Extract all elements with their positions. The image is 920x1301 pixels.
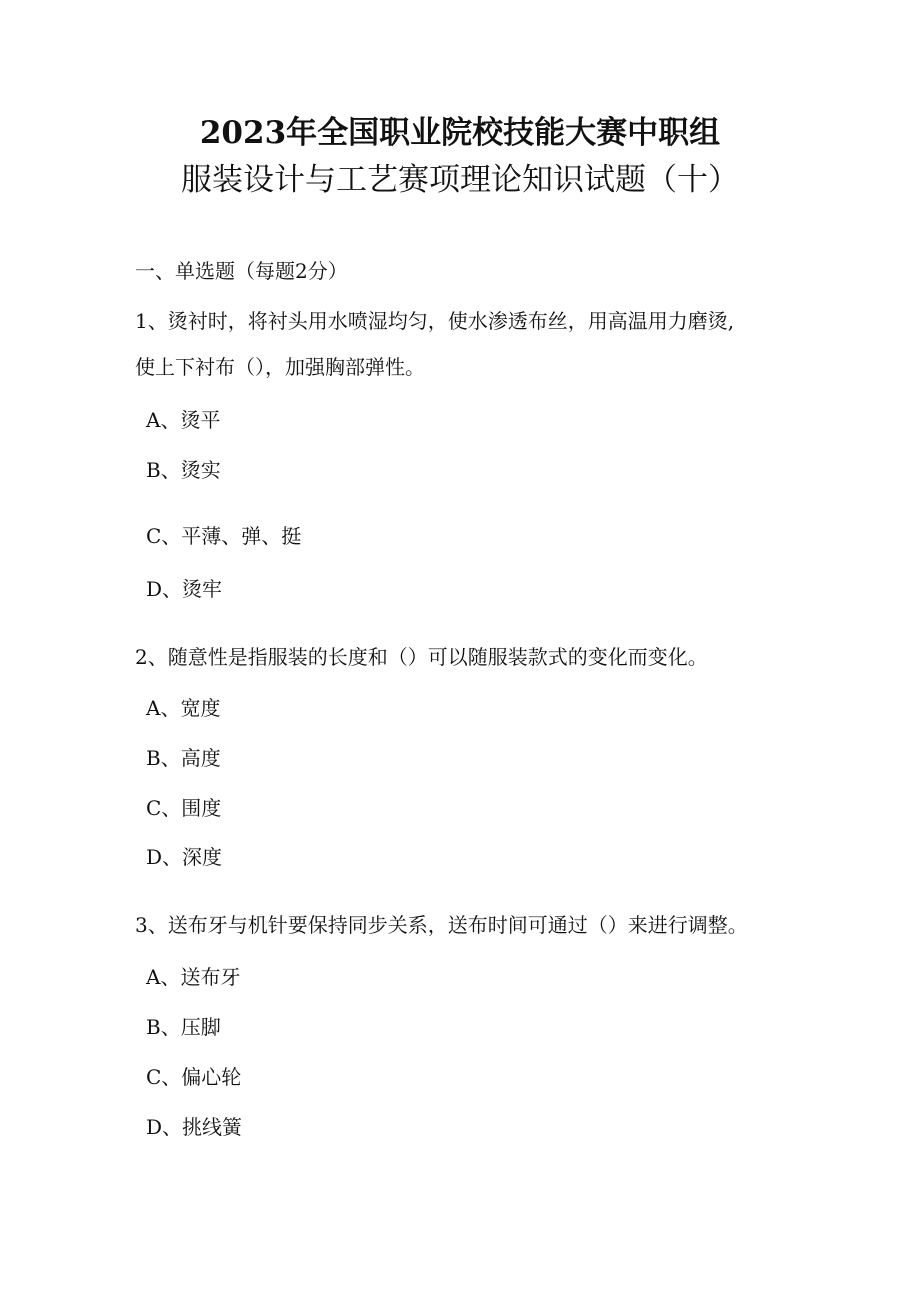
question-1-text-line-2: 使上下衬布（），加强胸部弹性。 — [135, 355, 425, 379]
question-1-option-a: A、烫平 — [146, 408, 221, 432]
question-2-option-a: A、宽度 — [146, 696, 221, 720]
question-3-option-c: C、偏心轮 — [146, 1065, 242, 1089]
question-1-text-line-1: 1、烫衬时，将衬头用水喷湿均匀，使水渗透布丝，用高温用力磨烫, — [135, 309, 735, 333]
title-line-1: 2023年全国职业院校技能大赛中职组 — [199, 115, 721, 151]
question-2-option-c: C、围度 — [146, 796, 222, 820]
question-3-text: 3、送布牙与机针要保持同步关系，送布时间可通过（）来进行调整。 — [135, 913, 748, 937]
question-2-option-b: B、高度 — [146, 746, 221, 770]
question-1-option-d: D、烫牢 — [146, 577, 223, 601]
question-2-text: 2、随意性是指服装的长度和（）可以随服装款式的变化而变化。 — [135, 645, 708, 669]
section-heading: 一、单选题（每题2分） — [135, 259, 348, 283]
question-1-option-c: C、平薄、弹、挺 — [146, 524, 302, 548]
question-3-option-d: D、挑线簧 — [146, 1115, 243, 1139]
question-3-option-b: B、压脚 — [146, 1015, 221, 1039]
title-line-2: 服装设计与工艺赛项理论知识试题（十） — [181, 162, 739, 198]
question-1-option-b: B、烫实 — [146, 458, 221, 482]
question-3-option-a: A、送布牙 — [146, 965, 241, 989]
question-2-option-d: D、深度 — [146, 845, 223, 869]
